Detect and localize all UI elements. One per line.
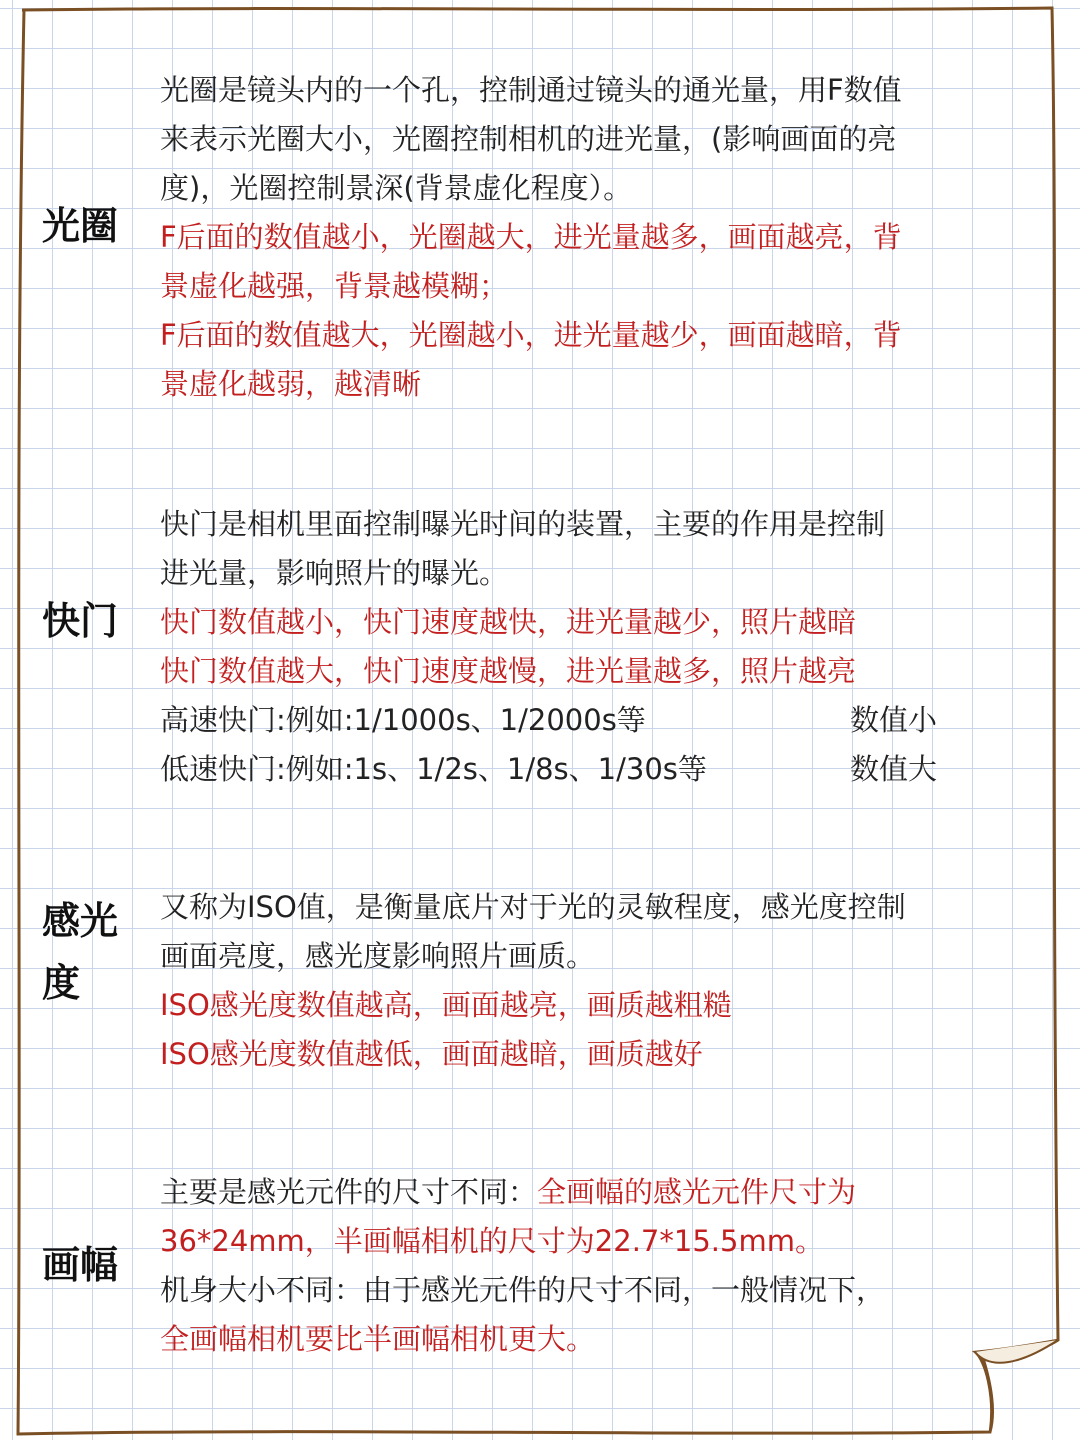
text-line: 又称为ISO值，是衡量底片对于光的灵敏程度，感光度控制 — [160, 890, 906, 924]
speed-row — [160, 745, 1040, 794]
highlight-line: 快门数值越小，快门速度越快，进光量越少，照片越暗 — [160, 605, 857, 639]
speed-note: 数值小 — [850, 703, 938, 737]
text-line: 进光量，影响照片的曝光。 — [160, 556, 509, 590]
section-label-shutter: 快门 — [42, 599, 119, 643]
highlight-line: F后面的数值越小，光圈越大，进光量越多，画面越亮，背 — [160, 220, 902, 254]
section-content-aperture — [160, 66, 1040, 409]
highlight-line: 景虚化越强，背景越模糊； — [160, 269, 509, 303]
speed-note: 数值大 — [850, 752, 938, 786]
text-segment: 主要是感光元件的尺寸不同： — [160, 1175, 538, 1209]
highlight-line: ISO感光度数值越低，画面越暗，画质越好 — [160, 1037, 703, 1071]
text-line: 快门是相机里面控制曝光时间的装置，主要的作用是控制 — [160, 507, 886, 541]
text-line: 光圈是镜头内的一个孔，控制通过镜头的通光量，用F数值 — [160, 73, 902, 107]
section-label-aperture: 光圈 — [42, 204, 119, 248]
text-line — [160, 1168, 1040, 1217]
section-content-shutter — [160, 500, 1040, 794]
highlight-line: 快门数值越大，快门速度越慢，进光量越多，照片越亮 — [160, 654, 857, 688]
text-line: 度)，光圈控制景深(背景虚化程度）。 — [160, 171, 633, 205]
section-content-iso — [160, 883, 1040, 1079]
highlight-line: 36*24mm，半画幅相机的尺寸为22.7*15.5mm。 — [160, 1224, 824, 1258]
highlight-segment: 全画幅的感光元件尺寸为 — [537, 1175, 857, 1209]
section-label-iso — [42, 890, 142, 1014]
section-content-frame-format — [160, 1168, 1040, 1364]
speed-example: 低速快门:例如:1s、1/2s、1/8s、1/30s等 — [160, 752, 707, 786]
text-line: 画面亮度，感光度影响照片画质。 — [160, 939, 596, 973]
text-line: 机身大小不同：由于感光元件的尺寸不同，一般情况下， — [160, 1273, 886, 1307]
speed-row — [160, 696, 1040, 745]
section-label-iso-line1: 感光 — [42, 899, 119, 943]
highlight-line: 全画幅相机要比半画幅相机更大。 — [160, 1322, 596, 1356]
speed-example: 高速快门:例如:1/1000s、1/2000s等 — [160, 703, 646, 737]
section-label-iso-line2: 度 — [42, 961, 81, 1005]
highlight-line: 景虚化越弱，越清晰 — [160, 367, 422, 401]
section-label-frame-format: 画幅 — [42, 1243, 119, 1287]
text-line: 来表示光圈大小，光圈控制相机的进光量，(影响画面的亮 — [160, 122, 897, 156]
highlight-line: F后面的数值越大，光圈越小，进光量越少，画面越暗，背 — [160, 318, 902, 352]
highlight-line: ISO感光度数值越高，画面越亮，画质越粗糙 — [160, 988, 732, 1022]
